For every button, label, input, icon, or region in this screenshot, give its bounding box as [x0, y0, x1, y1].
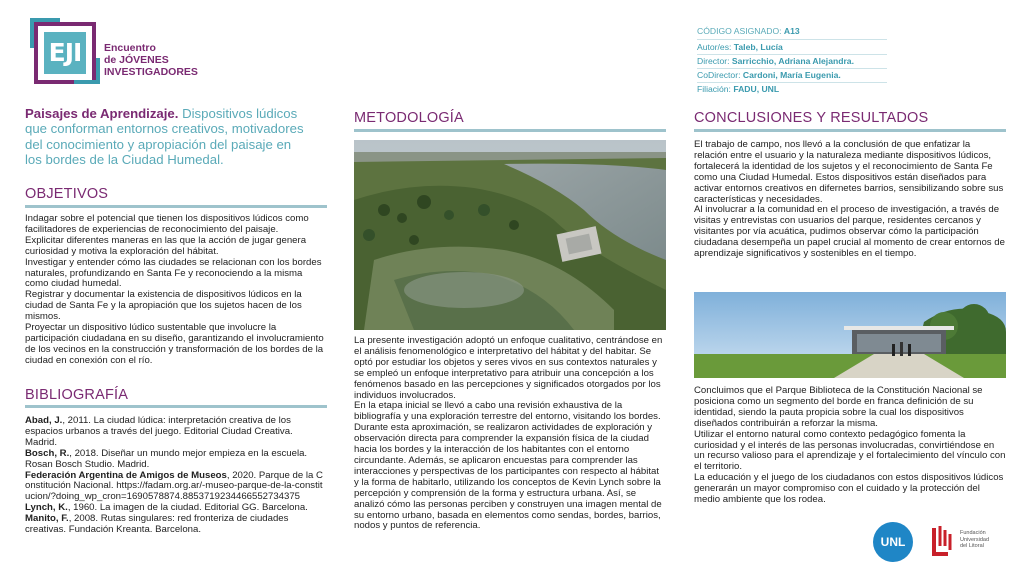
meta-divider	[697, 39, 887, 40]
metodologia-rule	[354, 129, 666, 132]
poster-title	[25, 106, 310, 168]
meta-director-label: Director:	[697, 56, 730, 66]
institution-logo-mark	[928, 524, 958, 560]
bib-author: Federación Argentina de Amigos de Museos	[25, 469, 227, 481]
poster-title-bold: Paisajes de Aprendizaje.	[25, 106, 179, 121]
bib-item	[25, 416, 327, 449]
meta-affiliation-label: Filiación:	[697, 84, 731, 94]
meta-code-label: CÓDIGO ASIGNADO:	[697, 26, 782, 36]
unl-logo	[873, 522, 913, 562]
objetivos-text: Indagar sobre el potencial que tienen los dispositivos lúdicos como facilitadores de experiencias de reconocimiento del paisaje. Explicitar diferentes maneras en las que la acción de jugar genera curiosidad y motiva la exploración del hábitat. Investigar y entender cómo las ciudades se relacionan con los bordes naturales, profundizando en Santa Fe y reconociendo a la misma como ciudad humedal. Registrar y documentar la existencia de dispositivos lúdicos en la ciudad de Santa Fe y la apropiación que los sujetos hacen de los mismos. Proyectar un dispositivo lúdico sustentable que involucre la participación ciudadana en su diseño, garantizando el involucramiento de los vecinos en la construcción y transformación de los bordes de la ciudad en conexión con el río.	[25, 213, 324, 366]
logo-line-1: Encuentro	[104, 42, 156, 54]
metodologia-heading: METODOLOGÍA	[354, 110, 464, 126]
bib-author: Lynch, K.	[25, 502, 68, 514]
unl-logo-text: UNL	[880, 535, 906, 549]
objetivos-rule	[25, 205, 327, 208]
bib-text: , 1960. La imagen de la ciudad. Editorial GG. Barcelona.	[67, 502, 308, 514]
bib-author: Manito, F.	[25, 513, 69, 525]
meta-affiliation	[697, 83, 1007, 96]
bibliografia-rule	[25, 405, 327, 408]
meta-director	[697, 55, 1007, 68]
objetivos-heading: OBJETIVOS	[25, 186, 109, 202]
meta-author-label: Autor/es:	[697, 42, 732, 52]
bib-text: , 2011. La ciudad lúdica: interpretación creativa de los espacios urbanos a través del juego. Editorial Ciudad Creativa. Madrid.	[25, 415, 293, 448]
bib-item	[25, 449, 327, 471]
logo-line-2: de JÓVENES	[104, 54, 169, 66]
logo-line-3: INVESTIGADORES	[104, 66, 198, 78]
bib-item	[25, 471, 327, 504]
institution-line-2: Universidad	[960, 536, 990, 543]
poster-title-rest: Dispositivos lúdicos que conforman entornos creativos, motivadores del conocimiento y apropiación del paisaje en los bordes de la Ciudad Humedal.	[25, 106, 304, 168]
conclusiones-rule	[694, 129, 1006, 132]
metodologia-text: La presente investigación adoptó un enfoque cualitativo, centrándose en el análisis fenomenológico e interpretativo del hábitat y del habitar. Se optó por estudiar los objetos y seres vivos en sus contextos naturales y se empleó un enfoque interpretativo para atribuir una concepción a los fenómenos basado en las percepciones y significados otorgados por los individuos involucrados. En la etapa inicial se llevó a cabo una revisión exhaustiva de la bibliografía y una exploración terrestre del entorno, visitando los bordes. Durante esta aproximación, se realizaron actividades de exploración y observación directa para comprender la expansión física de la ciudad hacia los bordes y la interacción de los habitantes con el entorno circundante. Además, se aplicaron encuestas para comprender las interacciones y perspectivas de los participantes con respecto al hábitat y la forma de habitarlo, utilizando los conceptos de Kevin Lynch sobre la percepción y comprensión de la forma y estructura urbana. Así, se analizó cómo las personas perciben y construyen una imagen mental de su entorno urbano, basada en elementos como sendas, bordes, barrios, nodos y puntos de referencia.	[354, 335, 663, 532]
library-park-photo	[694, 292, 1006, 378]
meta-code-value: A13	[783, 26, 800, 36]
meta-author-value: Taleb, Lucía	[733, 42, 783, 52]
logo	[30, 18, 210, 90]
meta-codirector-label: CoDirector:	[697, 70, 741, 80]
bib-text: , 2020. Parque de la Constitución Nacional. https://fadam.org.ar/-museo-parque-de-la-constitucion/?doing_wp_cron=1690578874.8853719234466552734375	[25, 469, 323, 503]
bib-text: , 2008. Rutas singulares: red fronteriza de ciudades creativas. Fundación Kreanta. Barcelona.	[25, 513, 289, 536]
bib-item	[25, 514, 327, 536]
bib-text: , 2018. Diseñar un mundo mejor empieza en la escuela. Rosan Bosch Studio. Madrid.	[25, 447, 308, 470]
conclusiones-text-1: El trabajo de campo, nos llevó a la conclusión de que enfatizar la relación entre el usuario y la naturaleza mediante dispositivos lúdicos, fortalecerá la identidad de los sujetos y el reconocimiento de Santa Fe como una Ciudad Humedal. Estos dispositivos están diseñados para activar entornos creativos en difernetes barrios, sensibilizando sobre sus características y necesidades. Al involucrar a la comunidad en el proceso de investigación, a través de visitas y entrevistas con usuarios del parque, residentes cercanos y visitantes por vía acuática, pudimos observar cómo la participación ciudadana desempeña un papel crucial al momento de crear entornos de aprendizaje significativos y sostenibles en el tiempo.	[694, 139, 1005, 260]
aerial-landscape-photo	[354, 140, 666, 330]
meta-codirector	[697, 69, 1007, 82]
bibliografia-heading: BIBLIOGRAFÍA	[25, 387, 129, 403]
bib-author: Abad, J.	[25, 415, 63, 426]
institution-line-1: Fundación	[960, 530, 986, 536]
meta-director-value: Sarricchio, Adriana Alejandra.	[731, 56, 854, 66]
meta-author	[697, 41, 1007, 54]
meta-affiliation-value: FADU, UNL	[733, 84, 780, 94]
conclusiones-text-2: Concluimos que el Parque Biblioteca de la Constitución Nacional se posiciona como un segmento del borde en franca definición de su identidad, siendo la pauta propicia sobre la cual los dispositivos diseñados contribuirán a reforzar la misma. Utilizar el entorno natural como contexto pedagógico fomenta la curiosidad y el interés de las personas involucradas, convirtiéndose en un recurso valioso para el aprendizaje y el fortalecimiento del vínculo con el territorio. La educación y el juego de los ciudadanos con estos dispositivos lúdicos generarán un mayor compromiso con el cuidado y la protección del medio ambiente que los rodea.	[694, 385, 1006, 506]
meta-code	[697, 25, 1007, 38]
institution-line-3: del Litoral	[960, 543, 984, 549]
meta-block	[697, 25, 1007, 96]
meta-codirector-value: Cardoni, María Eugenia.	[742, 70, 841, 80]
conclusiones-heading: CONCLUSIONES Y RESULTADOS	[694, 110, 929, 126]
bibliografia-list	[25, 416, 327, 536]
logo-mark-text: EJI	[48, 38, 82, 67]
bib-author: Bosch, R.	[25, 447, 70, 459]
institution-logo	[928, 522, 1013, 562]
